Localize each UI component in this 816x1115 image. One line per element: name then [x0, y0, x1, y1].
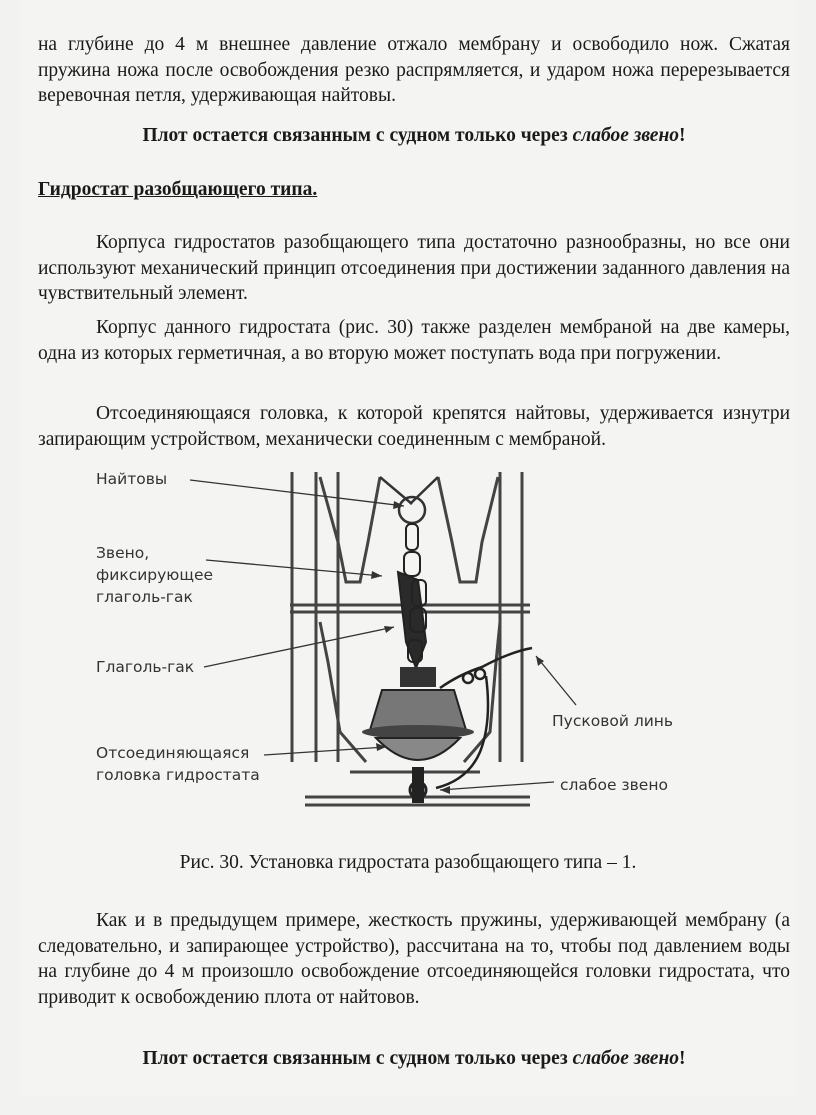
figure-caption: Рис. 30. Установка гидростата разобщающего типа – 1.: [179, 852, 637, 873]
label-link-line3: глаголь-гак: [96, 588, 193, 606]
paragraph-4: Как и в предыдущем примере, жесткость пружины, удерживающей мембрану (а следовательно, и запирающее устройство), рассчитана на то, чтобы под давлением воды на глубине до 4 м произошло освобождение отсоединяющейся головки гидростата, что приводит к освобождению плота от найтовов.: [38, 910, 790, 1008]
note-exclaim: !: [679, 125, 686, 146]
note-text: Плот остается связанным с судном только через: [142, 125, 573, 146]
label-lashings: Найтовы: [96, 470, 168, 488]
intro-paragraph: на глубине до 4 м внешнее давление отжало мембрану и освободило нож. Сжатая пружина ножа после освобождения резко распрямляется, и ударом ножа перерезывается веревочная петля, удерживающая найтовы.: [38, 34, 790, 106]
note-weak-link-1: [38, 123, 790, 149]
hydrostat-figure: [20, 462, 700, 832]
label-painter: Пусковой линь: [552, 712, 674, 730]
section-heading: Гидростат разобщающего типа.: [38, 179, 318, 200]
note-italic: слабое звено: [572, 125, 680, 146]
note-text: Плот остается связанным с судном только через: [142, 1048, 573, 1069]
label-weak-link: слабое звено: [560, 776, 668, 794]
label-link-line1: Звено,: [96, 544, 150, 562]
paragraph-2: Корпус данного гидростата (рис. 30) также разделен мембраной на две камеры, одна из которых герметичная, а во вторую может поступать вода при погружении.: [38, 317, 790, 364]
chain: [398, 524, 426, 668]
hydrostat-body: [362, 667, 474, 803]
paragraph-1: Корпуса гидростатов разобщающего типа достаточно разнообразны, но все они используют механический принцип отсоединения при достижении заданного давления на чувствительный элемент.: [38, 232, 790, 304]
label-link-line2: фиксирующее: [96, 566, 214, 584]
label-release-line2: головка гидростата: [96, 766, 260, 784]
note-italic: слабое звено: [572, 1048, 680, 1069]
lashing-lines: [380, 477, 438, 523]
paragraph-3: Отсоединяющаяся головка, к которой крепятся найтовы, удерживается изнутри запирающим устройством, механически соединенным с мембраной.: [38, 403, 790, 450]
note-exclaim: !: [679, 1048, 686, 1069]
note-weak-link-2: [38, 1046, 790, 1072]
label-release-line1: Отсоединяющаяся: [96, 744, 250, 762]
label-pelican-hook: Глаголь-гак: [96, 658, 195, 676]
